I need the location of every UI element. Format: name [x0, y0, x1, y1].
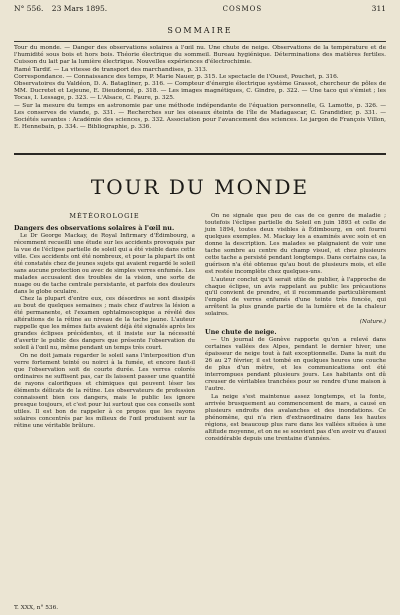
article-source: (Nature.) [359, 319, 386, 326]
section-divider [14, 153, 386, 155]
section-title: TOUR DU MONDE [90, 175, 310, 199]
sommaire-paragraph: Correspondance. — Connaissance des temps, P. Marie Nauer, p. 315. Le spectacle de l'Ouest, Pouchet, p. 316. [14, 73, 339, 80]
article-paragraph: Le Dr George Mackay, de Royal Infirmary d'Édimbourg, a récemment recueilli une étude sur les accidents provoqués par la vue de l'éclipse partielle de soleil qui a été visible dans cette ville. Ces accidents ont été nombreux, et pour la plupart ils ont été constatés chez de jeunes sujets qui avaient regardé le soleil sans aucune protection ou avec de simples verres enfumés. Les malades accusaient des troubles de la vision, une sorte de nuage ou de tache centrale persistante, et parfois des douleurs dans le globe oculaire. [14, 232, 195, 295]
article-title: Une chute de neige. [205, 328, 277, 337]
article-paragraph: Chez la plupart d'entre eux, ces désordres se sont dissipés au bout de quelques semaines ; mais chez d'autres la lésion a été permanente, et l'examen ophtalmoscopique a révélé des altérations de la rétine au niveau de la tache jaune. L'auteur rappelle que les mêmes faits avaient déjà été signalés après les grandes éclipses précédentes, et il insiste sur la nécessité d'avertir le public des dangers que présente l'observation du soleil à l'œil nu, même pendant un temps très court. [14, 296, 195, 352]
sommaire-paragraph: Ramé Tardif. — La vitesse de transport des marchandises, p. 313. [14, 66, 208, 73]
issue-number: N° 556. [14, 4, 44, 13]
sommaire-paragraph: — Sur la mesure du temps en astronomie par une méthode indépendante de l'équation personnelle, G. Lamotte, p. 326. — Les conserves de viande, p. 331. — Recherches sur les oiseaux éteints de l'île de Madagascar, C. Grandidier, p. 331. — Sociétés savantes : Académie des sciences, p. 332. Association pour l'avancement des sciences. Le jargon de François Villon, E. Hennebain, p. 334. — Bibliographie, p. 336. [14, 102, 386, 131]
article-title: Dangers des observations solaires à l'œil nu. [14, 223, 175, 232]
sommaire-heading: SOMMAIRE [167, 26, 233, 35]
sommaire-text [14, 45, 386, 145]
right-column [205, 213, 386, 444]
sommaire-paragraph: Tour du monde. — Danger des observations solaires à l'œil nu. Une chute de neige. Observations de la température et de l'humidité sous bois et hors bois. Théorie électrique du sommeil. Bureau hygiénique. Déterminations des matières fertiles. Cuisson du lait par la lumière électrique. Nouvelles expériences d'électrochimie. [14, 45, 386, 66]
article-columns [14, 213, 386, 444]
page-header [14, 4, 386, 16]
article-paragraph: On ne doit jamais regarder le soleil sans l'interposition d'un verre fortement teinté ou noirci à la fumée, et encore faut-il que l'observation soit de courte durée. Les verres colorés ordinaires ne suffisent pas, car ils laissent passer une quantité de rayons calorifiques et chimiques qui peuvent léser les éléments délicats de la rétine. Les observateurs de profession connaissent bien ces dangers, mais le public les ignore presque toujours, et c'est pour lui surtout que ces conseils sont utiles. Il est bon de rappeler à ce propos que les rayons solaires concentrés par les milieux de l'œil produisent sur la rétine une véritable brûlure. [14, 353, 195, 429]
left-column [14, 213, 195, 444]
issue-date: 23 Mars 1895. [51, 4, 108, 13]
issue-info [14, 4, 113, 13]
article-paragraph: La neige s'est maintenue assez longtemps, et la fonte, arrivée brusquement au commencement de mars, a causé en plusieurs endroits des avalanches et des inondations. Ce phénomène, qui n'a rien d'extraordinaire dans les hautes régions, est beaucoup plus rare dans les vallées situées à une altitude moyenne, et on ne se souvient pas d'en avoir vu d'aussi considérable depuis une trentaine d'années. [205, 393, 386, 442]
article-paragraph: L'auteur conclut qu'il serait utile de publier, à l'approche de chaque éclipse, un avis rappelant au public les précautions qu'il convient de prendre, et il recommande particulièrement l'emploi de verres enfumés d'une teinte très foncée, qui arrêtent la plus grande partie de la lumière et de la chaleur solaires. [205, 276, 386, 318]
rubric-heading: MÉTÉOROLOGIE [69, 212, 140, 220]
page-footer: T. XXX, n° 536. [14, 605, 59, 611]
page-number: 311 [371, 4, 386, 13]
sommaire-rule [14, 41, 386, 42]
article-paragraph: — Un journal de Genève rapporte qu'on a relevé dans certaines vallées des Alpes, pendant le dernier hiver, une épaisseur de neige tout à fait exceptionnelle. Dans la nuit du 26 au 27 février, il est tombé en quelques heures une couche de plus d'un mètre, et les communications ont été interrompues pendant plusieurs jours. Les habitants ont dû creuser de véritables tranchées pour se rendre d'une maison à l'autre. [205, 337, 386, 392]
article-paragraph: On ne signale que peu de cas de ce genre de maladie ; toutefois l'éclipse partielle du Soleil en juin 1893 et celle de juin 1894, toutes deux visibles à Édimbourg, en ont fourni quelques exemples. M. Mackay les a examinés avec soin et en donne la description. Les malades se plaignaient de voir une tache sombre au centre du champ visuel, et chez plusieurs cette tache a persisté pendant longtemps. Dans certains cas, la guérison n'a été obtenue qu'au bout de plusieurs mois, et elle est restée incomplète chez quelques-uns. [205, 213, 386, 275]
sommaire-paragraph: Observatoires du Valdéon, D. A. Batagliner, p. 316. — Compteur d'énergie électrique système Grassot, chercheur de pôles de MM. Ducretet et Lejeune, E. Dieudonné, p. 318. — Les images magnétiques, C. Gindre, p. 322. — Une taco qui s'émiet ; les Tocas, I. Lessage, p. 323. — L'Alsace, C. Faure, p. 325. [14, 81, 386, 102]
journal-name: COSMOS [222, 5, 263, 13]
